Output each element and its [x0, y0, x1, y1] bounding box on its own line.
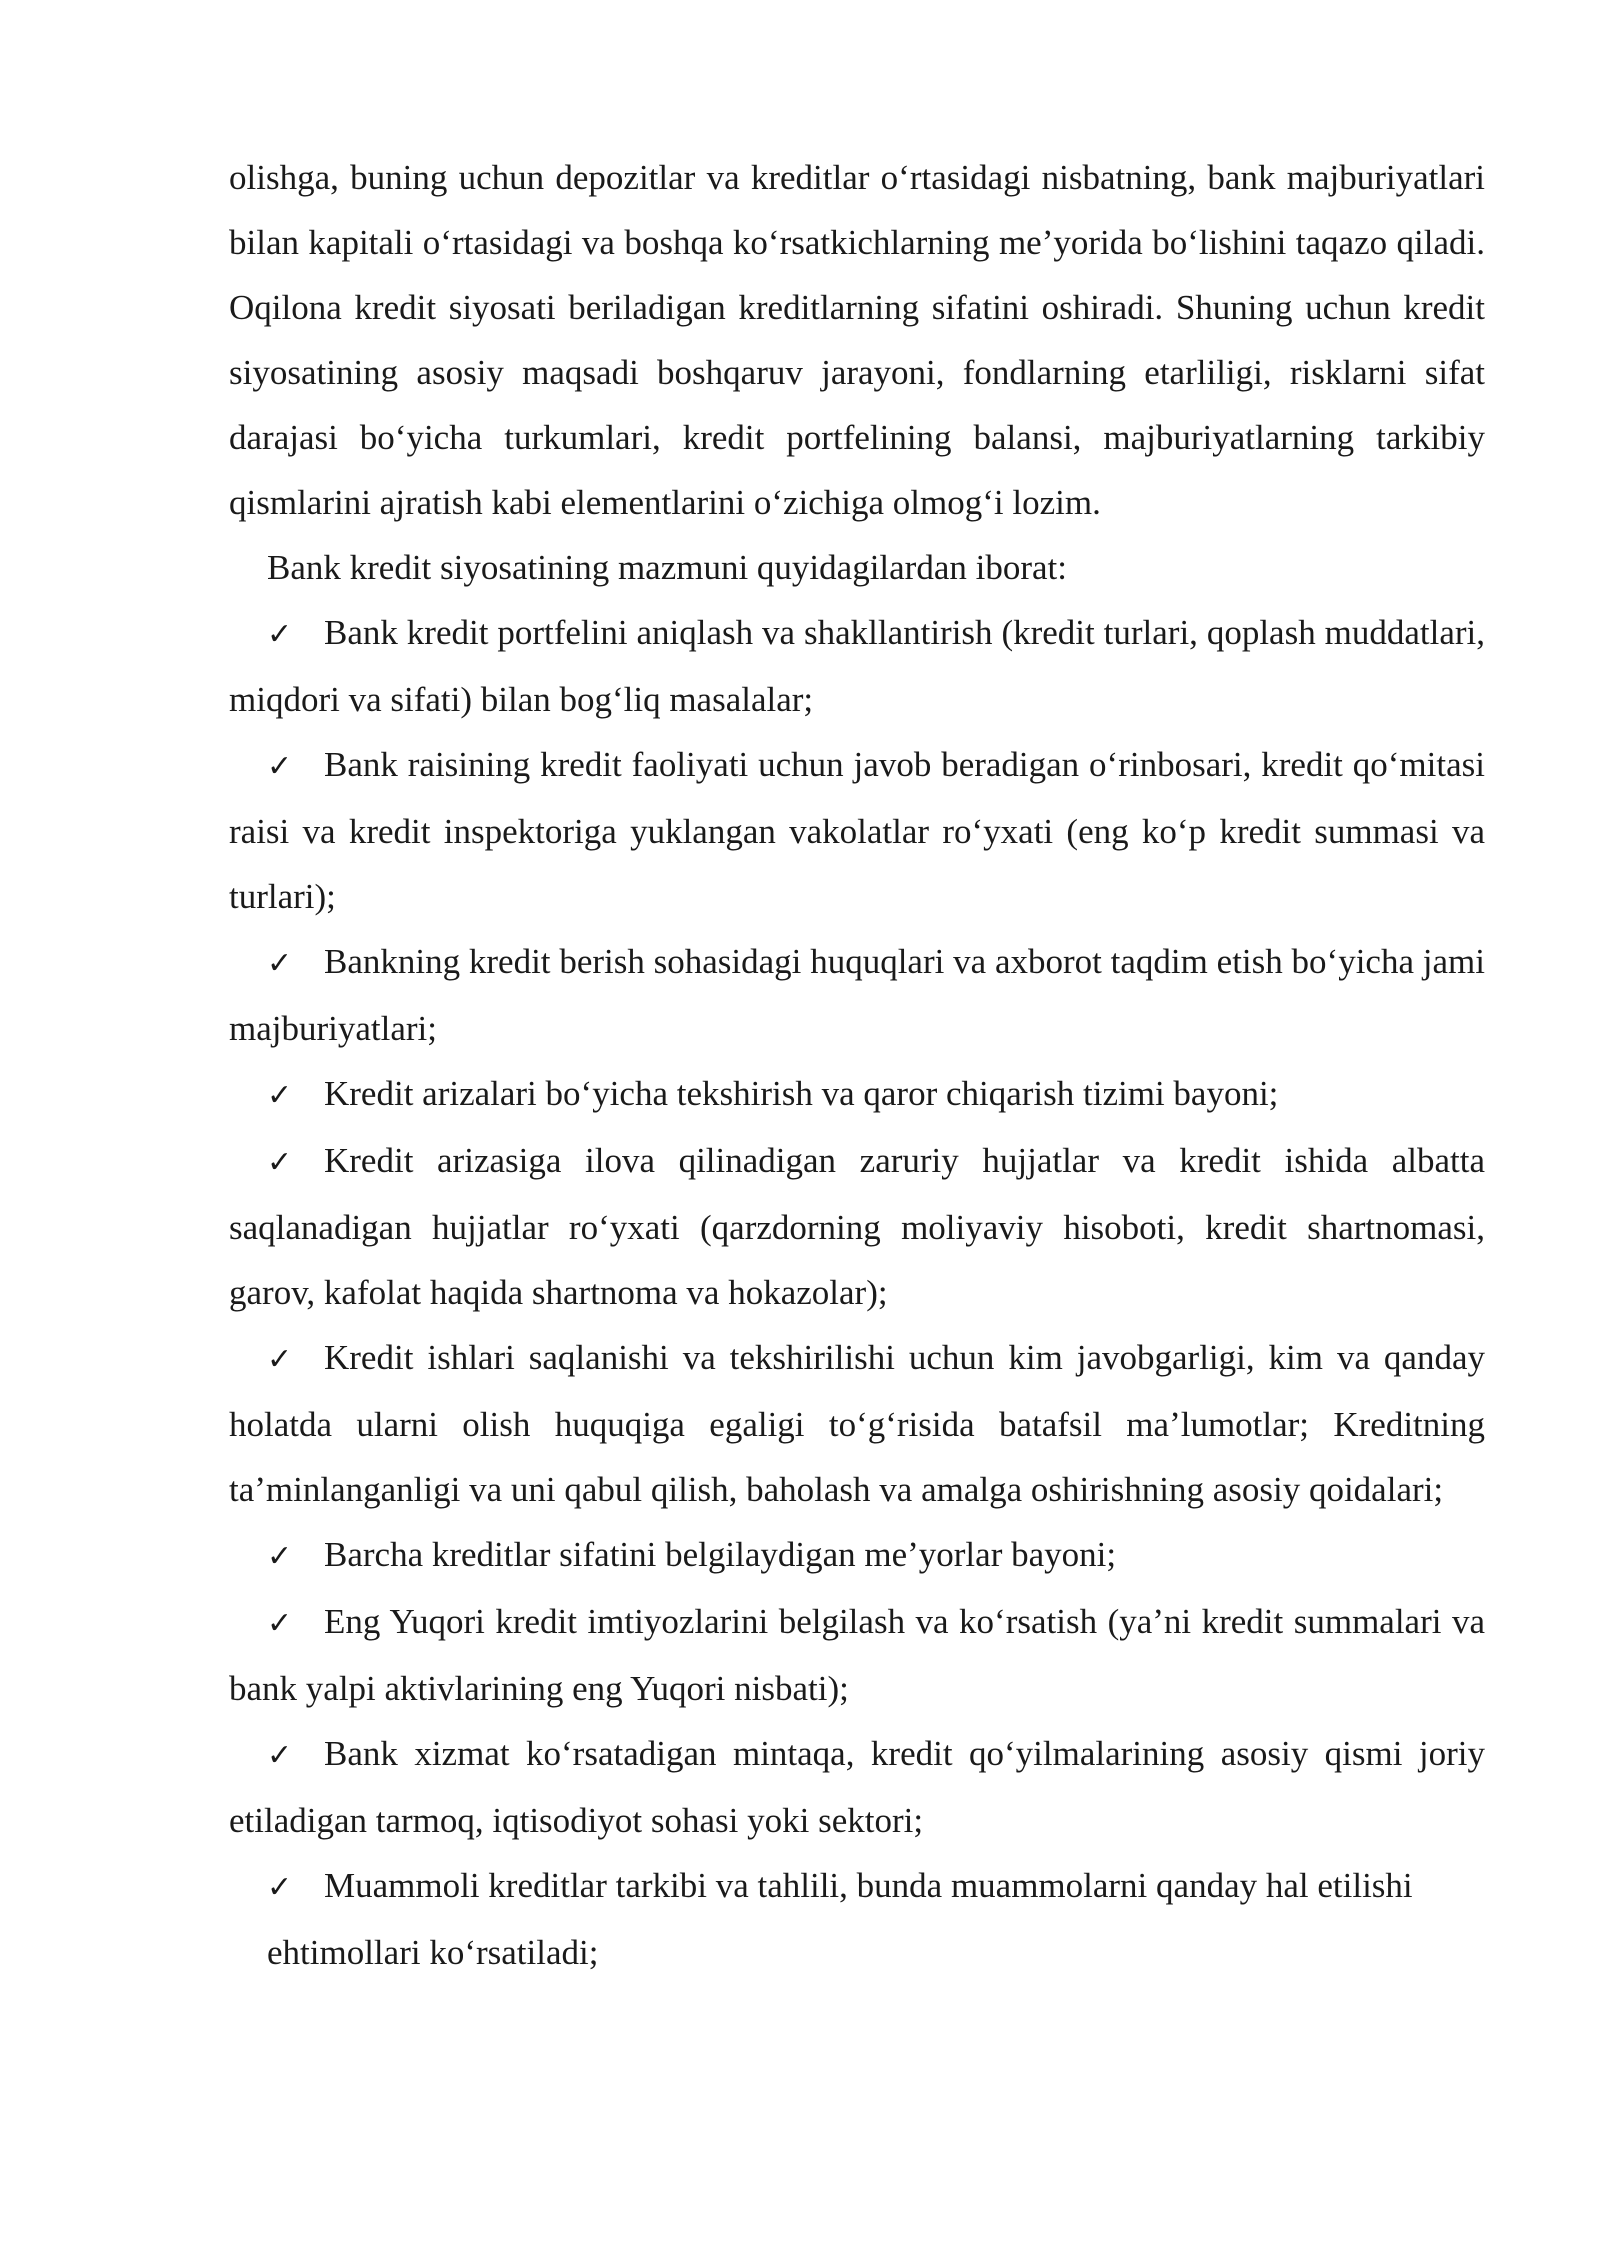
checkmark-icon: ✓ [267, 946, 293, 981]
intro-paragraph: olishga, buning uchun depozitlar va kreditlar oʻrtasidagi nisbatning, bank majburiyatlari bilan kapitali oʻrtasidagi va boshqa koʻrsatkichlarning meʼyorida boʻlishini taqazo qiladi. Oqilona kredit siyosati beriladigan kreditlarning sifatini oshiradi. Shuning uchun kredit siyosatining asosiy maqsadi boshqaruv jarayoni, fondlarning etarliligi, risklarni sifat darajasi boʻyicha turkumlari, kredit portfelining balansi, majburiyatlarning tarkibiy qismlarini ajratish kabi elementlarini oʻzichiga olmogʻi lozim. [229, 158, 1485, 522]
list-item-text: Muammoli kreditlar tarkibi va tahlili, bunda muammolarni qanday hal etilishi ehtimollari koʻrsatiladi; [267, 1866, 1413, 1972]
list-item [229, 1325, 1485, 1522]
list-item [229, 929, 1485, 1061]
list-item-text: Kredit arizasiga ilova qilinadigan zaruriy hujjatlar va kredit ishida albatta saqlanadigan hujjatlar roʻyxati (qarzdorning moliyaviy hisoboti, kredit shartnomasi, garov, kafolat haqida shartnoma va hokazolar); [229, 1141, 1485, 1312]
list-item-text: Bankning kredit berish sohasidagi huquqlari va axborot taqdim etish boʻyicha jami majburiyatlari; [229, 942, 1485, 1048]
list-item [229, 1522, 1485, 1589]
list-item-text: Barcha kreditlar sifatini belgilaydigan meʼyorlar bayoni; [324, 1535, 1117, 1574]
list-item-text: Bank xizmat koʻrsatadigan mintaqa, kredit qoʻyilmalarining asosiy qismi joriy etiladigan tarmoq, iqtisodiyot sohasi yoki sektori; [229, 1734, 1485, 1840]
list-item [229, 1853, 1427, 1985]
list-item-text: Kredit ishlari saqlanishi va tekshirilishi uchun kim javobgarligi, kim va qanday holatda ularni olish huquqiga egaligi toʻgʻrisida batafsil maʼlumotlar; Kreditning taʼminlanganligi va uni qabul qilish, baholash va amalga oshirishning asosiy qoidalari; [229, 1338, 1485, 1509]
checkmark-icon: ✓ [267, 1870, 293, 1905]
checkmark-icon: ✓ [267, 1078, 293, 1113]
list-heading: Bank kredit siyosatining mazmuni quyidagilardan iborat: [267, 548, 1067, 587]
list-item-text: Bank kredit portfelini aniqlash va shakllantirish (kredit turlari, qoplash muddatlari, miqdori va sifati) bilan bogʻliq masalalar; [229, 613, 1485, 719]
checkmark-icon: ✓ [267, 1606, 293, 1641]
checkmark-icon: ✓ [267, 1342, 293, 1377]
document-page [229, 145, 1485, 1985]
list-item [229, 1589, 1485, 1721]
checkmark-icon: ✓ [267, 1738, 293, 1773]
list-item [229, 1721, 1485, 1853]
list-item [229, 600, 1485, 732]
list-item [229, 1128, 1485, 1325]
list-item-text: Eng Yuqori kredit imtiyozlarini belgilash va koʻrsatish (yaʼni kredit summalari va bank yalpi aktivlarining eng Yuqori nisbati); [229, 1602, 1485, 1708]
list-item-text: Bank raisining kredit faoliyati uchun javob beradigan oʻrinbosari, kredit qoʻmitasi raisi va kredit inspektoriga yuklangan vakolatlar roʻyxati (eng koʻp kredit summasi va turlari); [229, 745, 1485, 916]
list-item [229, 1061, 1485, 1128]
list-item-text: Kredit arizalari boʻyicha tekshirish va qaror chiqarish tizimi bayoni; [324, 1074, 1279, 1113]
checkmark-icon: ✓ [267, 1539, 293, 1574]
checkmark-icon: ✓ [267, 749, 293, 784]
list-item [229, 732, 1485, 929]
checkmark-icon: ✓ [267, 617, 293, 652]
checkmark-icon: ✓ [267, 1145, 293, 1180]
